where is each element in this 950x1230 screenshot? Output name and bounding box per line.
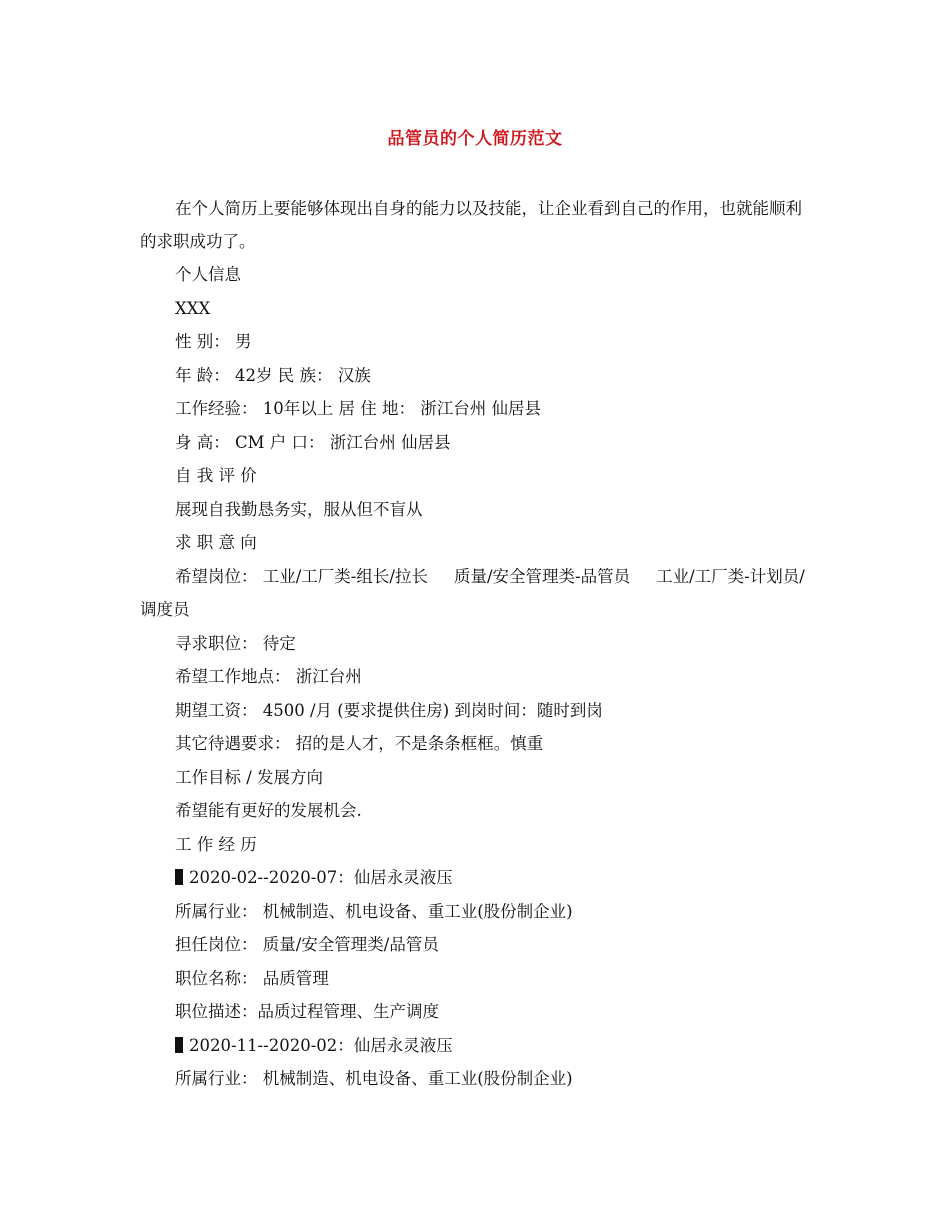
bullet-icon <box>175 869 183 885</box>
intro-paragraph: 在个人简历上要能够体现出自身的能力以及技能，让企业看到自己的作用，也就能顺利的求职成功了。 <box>140 199 802 251</box>
job2-period-line <box>140 1029 815 1063</box>
other-line: 其它待遇要求： 招的是人才，不是条条框框。慎重 <box>175 734 544 753</box>
seeking-line: 寻求职位： 待定 <box>175 633 296 653</box>
desired-position-2: 质量/安全管理类-品管员 <box>453 566 631 586</box>
goal-text: 希望能有更好的发展机会. <box>175 801 362 820</box>
height-line: 身 高： CM 户 口： 浙江台州 仙居县 <box>175 432 451 452</box>
intent-heading: 求 职 意 向 <box>175 533 257 552</box>
desired-position-line <box>140 560 815 627</box>
bullet-icon <box>175 1037 183 1053</box>
experience-line: 工作经验： 10年以上 居 住 地： 浙江台州 仙居县 <box>175 399 541 418</box>
desired-position-1: 工业/工厂类-组长/拉长 <box>262 566 428 586</box>
age-line: 年 龄： 42岁 民 族： 汉族 <box>175 365 371 385</box>
goal-heading: 工作目标 / 发展方向 <box>175 767 324 787</box>
location-line: 希望工作地点： 浙江台州 <box>175 667 362 686</box>
salary-line: 期望工资： 4500 /月 (要求提供住房) 到岗时间：随时到岗 <box>175 700 603 720</box>
name-line: XXX <box>175 298 211 318</box>
job1-post: 担任岗位： 质量/安全管理类/品管员 <box>175 935 439 954</box>
job1-period: 2020-02--2020-07：仙居永灵液压 <box>189 868 453 887</box>
gender-line: 性 别： 男 <box>175 332 252 351</box>
work-heading: 工 作 经 历 <box>175 834 257 854</box>
job1-title: 职位名称： 品质管理 <box>175 968 329 988</box>
self-eval-text: 展现自我勤恳务实，服从但不盲从 <box>175 499 423 519</box>
document-title: 品管员的个人简历范文 <box>387 129 563 149</box>
desired-position-label: 希望岗位： <box>175 566 263 586</box>
section-personal-heading: 个人信息 <box>175 265 241 284</box>
job2-period: 2020-11--2020-02：仙居永灵液压 <box>189 1035 453 1055</box>
job1-period-line <box>140 861 815 895</box>
desired-position-3: 工业/工厂类-计划员/调度员 <box>140 566 805 619</box>
job2-industry: 所属行业： 机械制造、机电设备、重工业(股份制企业) <box>175 1069 573 1088</box>
self-eval-heading: 自 我 评 价 <box>175 466 257 485</box>
job1-industry: 所属行业： 机械制造、机电设备、重工业(股份制企业) <box>175 901 573 921</box>
resume-body <box>140 258 815 1096</box>
job1-desc: 职位描述：品质过程管理、生产调度 <box>175 1002 439 1021</box>
